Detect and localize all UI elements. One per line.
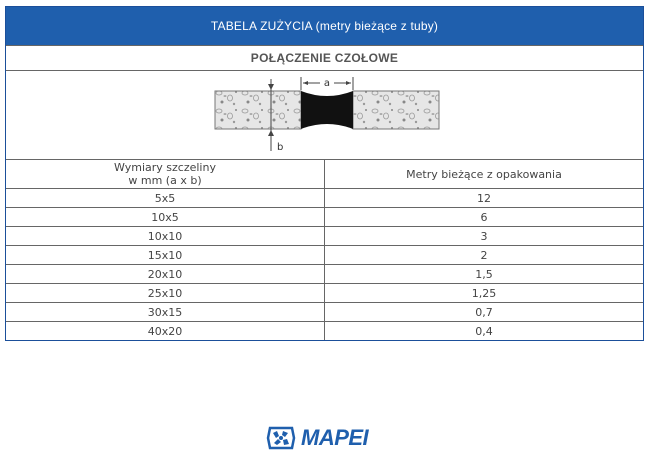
- table-row: [6, 227, 643, 246]
- cell-size: 30x15: [6, 303, 325, 322]
- table-header-row: [6, 160, 643, 189]
- mapei-logo: [266, 423, 368, 453]
- cell-meters: 12: [325, 189, 644, 208]
- cell-size: 15x10: [6, 246, 325, 265]
- table-row: [6, 303, 643, 322]
- table-row: [6, 265, 643, 284]
- cell-meters: 1,5: [325, 265, 644, 284]
- mapei-logo-icon: [266, 424, 296, 452]
- cell-meters: 1,25: [325, 284, 644, 303]
- table-row: [6, 322, 643, 341]
- table-title: TABELA ZUŻYCIA (metry bieżące z tuby): [6, 7, 643, 45]
- cell-size: 10x10: [6, 227, 325, 246]
- table-row: [6, 189, 643, 208]
- header-meters: Metry bieżące z opakowania: [325, 160, 644, 189]
- consumption-table-panel: [5, 6, 644, 341]
- joint-diagram: [6, 71, 643, 160]
- cell-size: 10x5: [6, 208, 325, 227]
- left-concrete-slab: [215, 91, 301, 129]
- cell-meters: 0,7: [325, 303, 644, 322]
- table-row: [6, 208, 643, 227]
- cell-meters: 6: [325, 208, 644, 227]
- dimension-a-label: a: [323, 78, 331, 89]
- consumption-data-table: [6, 160, 643, 340]
- cell-meters: 3: [325, 227, 644, 246]
- sealant-joint: [301, 91, 353, 129]
- header-gap-size-line2: w mm (a x b): [128, 174, 202, 187]
- header-gap-size: [6, 160, 325, 189]
- section-title: POŁĄCZENIE CZOŁOWE: [6, 45, 643, 71]
- cell-meters: 2: [325, 246, 644, 265]
- cell-size: 25x10: [6, 284, 325, 303]
- mapei-logo-text: MAPEI: [301, 425, 369, 450]
- right-concrete-slab: [353, 91, 439, 129]
- dimension-b-label: b: [277, 142, 284, 153]
- cell-meters: 0,4: [325, 322, 644, 341]
- cell-size: 40x20: [6, 322, 325, 341]
- cell-size: 5x5: [6, 189, 325, 208]
- butt-joint-illustration: [6, 71, 643, 159]
- table-row: [6, 284, 643, 303]
- header-gap-size-line1: Wymiary szczeliny: [114, 161, 216, 174]
- table-row: [6, 246, 643, 265]
- cell-size: 20x10: [6, 265, 325, 284]
